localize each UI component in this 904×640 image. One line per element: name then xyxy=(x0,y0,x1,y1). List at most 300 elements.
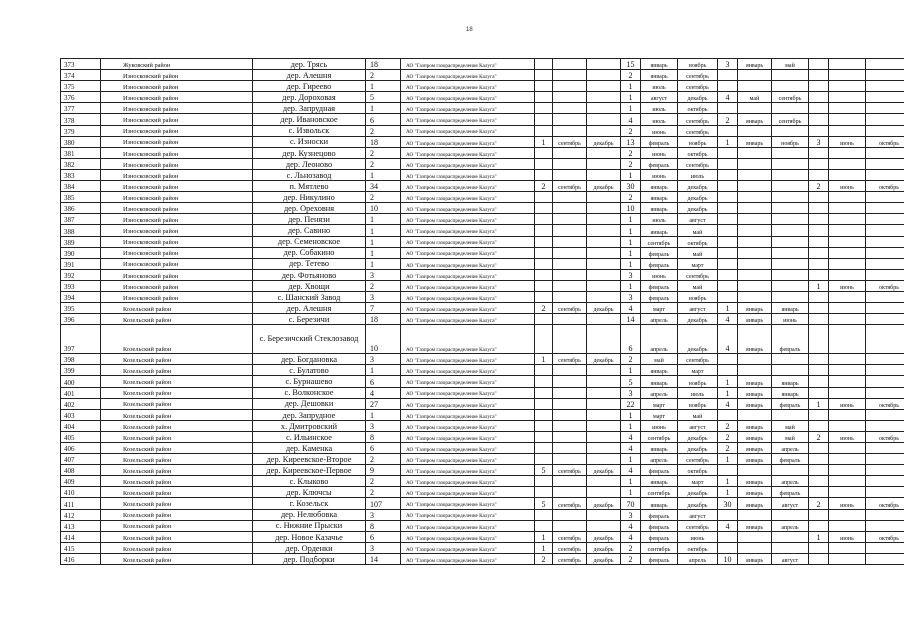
period4-end-month xyxy=(866,269,904,280)
period2-start-month: март xyxy=(641,409,678,420)
period2-end-month: октябрь xyxy=(678,103,718,114)
period4-quantity xyxy=(809,269,829,280)
period1-quantity xyxy=(535,147,553,158)
period4-quantity xyxy=(809,509,829,520)
count-cell: 3 xyxy=(366,509,401,520)
period3-start-month xyxy=(738,70,772,81)
period3-start-month xyxy=(738,531,772,542)
period3-start-month: январь xyxy=(738,325,772,354)
period4-start-month xyxy=(829,387,866,398)
period4-end-month xyxy=(866,365,904,376)
count-cell: 6 xyxy=(366,376,401,387)
period1-end-month xyxy=(587,398,621,409)
period3-quantity: 4 xyxy=(718,398,738,409)
period2-quantity: 4 xyxy=(621,114,641,125)
period4-start-month xyxy=(829,291,866,302)
period2-end-month: июль xyxy=(678,387,718,398)
count-cell: 18 xyxy=(366,314,401,325)
period3-quantity: 2 xyxy=(718,420,738,431)
period4-start-month xyxy=(829,465,866,476)
period3-quantity xyxy=(718,258,738,269)
period1-end-month xyxy=(587,192,621,203)
period1-start-month xyxy=(553,192,587,203)
period2-start-month: январь xyxy=(641,70,678,81)
row-number: 415 xyxy=(61,542,101,553)
period3-end-month xyxy=(772,192,809,203)
district-cell: Козельский район xyxy=(101,520,253,531)
period2-end-month: декабрь xyxy=(678,92,718,103)
district-cell: Козельский район xyxy=(101,542,253,553)
period1-end-month: декабрь xyxy=(587,542,621,553)
organization-cell: АО "Газпром газораспределение Калуга" xyxy=(401,553,535,564)
period4-end-month xyxy=(866,520,904,531)
period1-quantity xyxy=(535,487,553,498)
count-cell: 1 xyxy=(366,225,401,236)
period1-start-month: сентябрь xyxy=(553,542,587,553)
period1-quantity xyxy=(535,59,553,70)
period3-end-month xyxy=(772,409,809,420)
period4-start-month xyxy=(829,92,866,103)
count-cell: 2 xyxy=(366,476,401,487)
district-cell: Козельский район xyxy=(101,487,253,498)
period3-quantity: 1 xyxy=(718,487,738,498)
period1-quantity xyxy=(535,125,553,136)
period4-start-month xyxy=(829,258,866,269)
period4-start-month: июнь xyxy=(829,431,866,442)
period4-quantity xyxy=(809,443,829,454)
period4-quantity xyxy=(809,520,829,531)
period1-end-month: декабрь xyxy=(587,303,621,314)
period2-quantity: 6 xyxy=(621,325,641,354)
period4-end-month xyxy=(866,225,904,236)
organization-cell: АО "Газпром газораспределение Калуга" xyxy=(401,314,535,325)
period4-start-month xyxy=(829,158,866,169)
period3-quantity: 1 xyxy=(718,303,738,314)
period2-start-month: сентябрь xyxy=(641,431,678,442)
period3-quantity xyxy=(718,236,738,247)
organization-cell: АО "Газпром газораспределение Калуга" xyxy=(401,169,535,180)
period3-start-month: январь xyxy=(738,420,772,431)
period3-start-month: январь xyxy=(738,520,772,531)
period2-end-month: ноябрь xyxy=(678,136,718,147)
period1-end-month xyxy=(587,280,621,291)
count-cell: 34 xyxy=(366,181,401,192)
period3-end-month xyxy=(772,103,809,114)
period1-quantity xyxy=(535,314,553,325)
period3-start-month: январь xyxy=(738,376,772,387)
period4-quantity xyxy=(809,169,829,180)
period3-start-month xyxy=(738,192,772,203)
period2-quantity: 1 xyxy=(621,420,641,431)
period4-end-month xyxy=(866,553,904,564)
table-row xyxy=(61,454,904,465)
settlement-cell: дер. Пенязи xyxy=(253,214,366,225)
period4-quantity: 2 xyxy=(809,181,829,192)
organization-cell: АО "Газпром газораспределение Калуга" xyxy=(401,325,535,354)
period4-quantity xyxy=(809,158,829,169)
period3-end-month xyxy=(772,280,809,291)
count-cell: 1 xyxy=(366,169,401,180)
period2-end-month: август xyxy=(678,420,718,431)
table-row xyxy=(61,443,904,454)
settlement-cell: с. Булатово xyxy=(253,365,366,376)
table-row xyxy=(61,247,904,258)
table-row xyxy=(61,59,904,70)
period2-start-month: июль xyxy=(641,81,678,92)
district-cell: Козельский район xyxy=(101,376,253,387)
organization-cell: АО "Газпром газораспределение Калуга" xyxy=(401,125,535,136)
organization-cell: АО "Газпром газораспределение Калуга" xyxy=(401,214,535,225)
period2-quantity: 15 xyxy=(621,59,641,70)
period4-quantity: 3 xyxy=(809,136,829,147)
period1-start-month xyxy=(553,258,587,269)
period2-start-month: февраль xyxy=(641,520,678,531)
period2-quantity: 3 xyxy=(621,291,641,302)
period2-end-month: июль xyxy=(678,169,718,180)
period2-end-month: сентябрь xyxy=(678,125,718,136)
period4-start-month xyxy=(829,314,866,325)
period4-start-month xyxy=(829,443,866,454)
settlement-cell: с. Шанский Завод xyxy=(253,291,366,302)
table-row xyxy=(61,158,904,169)
period4-end-month xyxy=(866,158,904,169)
period3-end-month: сентябрь xyxy=(772,92,809,103)
period3-end-month: май xyxy=(772,59,809,70)
count-cell: 3 xyxy=(366,291,401,302)
period2-start-month: февраль xyxy=(641,553,678,564)
table-row xyxy=(61,269,904,280)
period4-end-month xyxy=(866,103,904,114)
period4-quantity xyxy=(809,125,829,136)
period4-end-month: октябрь xyxy=(866,431,904,442)
period3-end-month: май xyxy=(772,420,809,431)
district-cell: Износковский район xyxy=(101,81,253,92)
period3-end-month xyxy=(772,258,809,269)
period4-start-month xyxy=(829,147,866,158)
period1-end-month xyxy=(587,59,621,70)
period1-end-month xyxy=(587,81,621,92)
district-cell: Козельский район xyxy=(101,354,253,365)
organization-cell: АО "Газпром газораспределение Калуга" xyxy=(401,114,535,125)
period1-end-month xyxy=(587,70,621,81)
table-row xyxy=(61,236,904,247)
period2-start-month: сентябрь xyxy=(641,236,678,247)
count-cell: 27 xyxy=(366,398,401,409)
period2-end-month: сентябрь xyxy=(678,354,718,365)
count-cell: 8 xyxy=(366,520,401,531)
period2-end-month: ноябрь xyxy=(678,291,718,302)
period3-end-month: январь xyxy=(772,303,809,314)
table-row xyxy=(61,181,904,192)
period1-end-month xyxy=(587,476,621,487)
settlement-cell: дер. Леоново xyxy=(253,158,366,169)
organization-cell: АО "Газпром газораспределение Калуга" xyxy=(401,103,535,114)
period1-end-month xyxy=(587,225,621,236)
table-row xyxy=(61,291,904,302)
period3-start-month xyxy=(738,158,772,169)
period4-quantity: 2 xyxy=(809,498,829,509)
period2-end-month: ноябрь xyxy=(678,398,718,409)
count-cell: 1 xyxy=(366,258,401,269)
period2-quantity: 4 xyxy=(621,443,641,454)
period4-end-month xyxy=(866,81,904,92)
period2-end-month: май xyxy=(678,247,718,258)
period3-quantity xyxy=(718,169,738,180)
period4-start-month xyxy=(829,114,866,125)
row-number: 404 xyxy=(61,420,101,431)
period1-start-month xyxy=(553,114,587,125)
period2-end-month: сентябрь xyxy=(678,158,718,169)
period4-quantity: 1 xyxy=(809,280,829,291)
period3-quantity xyxy=(718,147,738,158)
period3-start-month xyxy=(738,181,772,192)
organization-cell: АО "Газпром газораспределение Калуга" xyxy=(401,542,535,553)
settlement-cell: с. Ильинское xyxy=(253,431,366,442)
organization-cell: АО "Газпром газораспределение Калуга" xyxy=(401,520,535,531)
period3-end-month: август xyxy=(772,553,809,564)
settlement-cell: дер. Алешня xyxy=(253,303,366,314)
period3-quantity xyxy=(718,409,738,420)
organization-cell: АО "Газпром газораспределение Калуга" xyxy=(401,531,535,542)
district-cell: Козельский район xyxy=(101,365,253,376)
row-number: 388 xyxy=(61,225,101,236)
period3-end-month xyxy=(772,169,809,180)
period4-end-month xyxy=(866,443,904,454)
period3-end-month: июнь xyxy=(772,314,809,325)
period3-quantity xyxy=(718,509,738,520)
period3-end-month xyxy=(772,509,809,520)
settlement-cell: дер. Трясь xyxy=(253,59,366,70)
period4-start-month xyxy=(829,303,866,314)
period3-quantity xyxy=(718,81,738,92)
count-cell: 2 xyxy=(366,158,401,169)
period4-quantity xyxy=(809,465,829,476)
period2-end-month: апрель xyxy=(678,553,718,564)
period2-end-month: сентябрь xyxy=(678,114,718,125)
period3-quantity: 1 xyxy=(718,454,738,465)
count-cell: 7 xyxy=(366,303,401,314)
district-cell: Износковский район xyxy=(101,291,253,302)
period3-start-month: январь xyxy=(738,314,772,325)
row-number: 411 xyxy=(61,498,101,509)
district-cell: Износковский район xyxy=(101,214,253,225)
row-number: 402 xyxy=(61,398,101,409)
period4-quantity xyxy=(809,454,829,465)
period4-start-month xyxy=(829,520,866,531)
period4-quantity xyxy=(809,354,829,365)
count-cell: 4 xyxy=(366,387,401,398)
period3-quantity xyxy=(718,125,738,136)
period2-start-month: июнь xyxy=(641,169,678,180)
period3-end-month xyxy=(772,225,809,236)
period1-start-month: сентябрь xyxy=(553,553,587,564)
period2-quantity: 3 xyxy=(621,509,641,520)
period2-start-month: февраль xyxy=(641,509,678,520)
organization-cell: АО "Газпром газораспределение Калуга" xyxy=(401,192,535,203)
count-cell: 10 xyxy=(366,325,401,354)
period1-start-month xyxy=(553,103,587,114)
district-cell: Износковский район xyxy=(101,158,253,169)
row-number: 375 xyxy=(61,81,101,92)
period3-end-month xyxy=(772,531,809,542)
period3-quantity: 4 xyxy=(718,520,738,531)
period2-quantity: 2 xyxy=(621,542,641,553)
period2-start-month: июнь xyxy=(641,125,678,136)
period1-quantity xyxy=(535,158,553,169)
period1-quantity xyxy=(535,365,553,376)
period3-quantity xyxy=(718,280,738,291)
period3-quantity: 4 xyxy=(718,314,738,325)
count-cell: 1 xyxy=(366,81,401,92)
settlement-cell: с. Клыково xyxy=(253,476,366,487)
table-row xyxy=(61,103,904,114)
period3-end-month: январь xyxy=(772,376,809,387)
period3-quantity xyxy=(718,269,738,280)
period2-quantity: 1 xyxy=(621,409,641,420)
period4-quantity xyxy=(809,103,829,114)
period4-quantity xyxy=(809,387,829,398)
settlement-cell: дер. Запрудное xyxy=(253,409,366,420)
period4-quantity xyxy=(809,376,829,387)
period1-end-month xyxy=(587,509,621,520)
district-cell: Козельский район xyxy=(101,553,253,564)
district-cell: Козельский район xyxy=(101,398,253,409)
period1-quantity xyxy=(535,214,553,225)
period3-quantity: 2 xyxy=(718,431,738,442)
period4-end-month xyxy=(866,258,904,269)
period3-end-month xyxy=(772,214,809,225)
row-number: 373 xyxy=(61,59,101,70)
count-cell: 14 xyxy=(366,553,401,564)
period2-quantity: 1 xyxy=(621,81,641,92)
period4-start-month xyxy=(829,247,866,258)
period2-end-month: декабрь xyxy=(678,314,718,325)
period1-end-month xyxy=(587,125,621,136)
period3-end-month xyxy=(772,247,809,258)
organization-cell: АО "Газпром газораспределение Калуга" xyxy=(401,181,535,192)
period1-quantity xyxy=(535,114,553,125)
period2-start-month: май xyxy=(641,354,678,365)
table-row xyxy=(61,398,904,409)
period1-start-month xyxy=(553,509,587,520)
table-row xyxy=(61,465,904,476)
row-number: 410 xyxy=(61,487,101,498)
period3-start-month xyxy=(738,365,772,376)
period3-quantity: 1 xyxy=(718,376,738,387)
row-number: 405 xyxy=(61,431,101,442)
table-row xyxy=(61,303,904,314)
period2-quantity: 1 xyxy=(621,247,641,258)
period1-quantity xyxy=(535,376,553,387)
table-row xyxy=(61,387,904,398)
period2-end-month: май xyxy=(678,280,718,291)
period3-end-month: январь xyxy=(772,387,809,398)
period4-start-month xyxy=(829,225,866,236)
settlement-cell: дер. Нелюбовка xyxy=(253,509,366,520)
period3-end-month: февраль xyxy=(772,325,809,354)
period2-end-month: май xyxy=(678,225,718,236)
period3-end-month: февраль xyxy=(772,398,809,409)
period2-start-month: январь xyxy=(641,376,678,387)
period2-quantity: 1 xyxy=(621,258,641,269)
period3-end-month xyxy=(772,365,809,376)
period1-quantity: 5 xyxy=(535,498,553,509)
period4-end-month: октябрь xyxy=(866,136,904,147)
row-number: 384 xyxy=(61,181,101,192)
period3-start-month xyxy=(738,203,772,214)
period3-quantity xyxy=(718,203,738,214)
period3-end-month xyxy=(772,70,809,81)
period4-start-month xyxy=(829,81,866,92)
period1-quantity: 1 xyxy=(535,354,553,365)
period1-end-month xyxy=(587,387,621,398)
organization-cell: АО "Газпром газораспределение Калуга" xyxy=(401,258,535,269)
district-cell: Износковский район xyxy=(101,269,253,280)
period2-end-month: ноябрь xyxy=(678,376,718,387)
row-number: 412 xyxy=(61,509,101,520)
period1-quantity xyxy=(535,409,553,420)
period3-quantity: 4 xyxy=(718,325,738,354)
period4-start-month xyxy=(829,409,866,420)
organization-cell: АО "Газпром газораспределение Калуга" xyxy=(401,509,535,520)
organization-cell: АО "Газпром газораспределение Калуга" xyxy=(401,420,535,431)
district-cell: Износковский район xyxy=(101,192,253,203)
table-row xyxy=(61,81,904,92)
period1-quantity xyxy=(535,520,553,531)
row-number: 395 xyxy=(61,303,101,314)
period1-start-month xyxy=(553,420,587,431)
period4-start-month xyxy=(829,376,866,387)
period4-start-month xyxy=(829,325,866,354)
period4-quantity xyxy=(809,409,829,420)
period2-end-month: сентябрь xyxy=(678,269,718,280)
period3-start-month xyxy=(738,247,772,258)
organization-cell: АО "Газпром газораспределение Калуга" xyxy=(401,398,535,409)
count-cell: 6 xyxy=(366,443,401,454)
period3-end-month xyxy=(772,125,809,136)
period4-quantity xyxy=(809,147,829,158)
organization-cell: АО "Газпром газораспределение Калуга" xyxy=(401,81,535,92)
table-row xyxy=(61,125,904,136)
period3-start-month: январь xyxy=(738,431,772,442)
settlement-cell: дер. Алешня xyxy=(253,70,366,81)
period1-start-month: сентябрь xyxy=(553,498,587,509)
district-cell: Износковский район xyxy=(101,70,253,81)
period3-end-month xyxy=(772,291,809,302)
period4-end-month xyxy=(866,59,904,70)
district-cell: Износковский район xyxy=(101,147,253,158)
period4-end-month: октябрь xyxy=(866,280,904,291)
count-cell: 5 xyxy=(366,92,401,103)
period3-start-month: май xyxy=(738,92,772,103)
period2-start-month: июнь xyxy=(641,269,678,280)
period1-start-month: сентябрь xyxy=(553,303,587,314)
period3-start-month xyxy=(738,542,772,553)
period1-start-month xyxy=(553,376,587,387)
period3-quantity xyxy=(718,354,738,365)
period2-start-month: январь xyxy=(641,476,678,487)
period1-end-month xyxy=(587,203,621,214)
table-row xyxy=(61,169,904,180)
district-cell: Козельский район xyxy=(101,476,253,487)
period2-end-month: октябрь xyxy=(678,236,718,247)
period3-end-month: сентябрь xyxy=(772,114,809,125)
period3-quantity xyxy=(718,465,738,476)
period3-quantity xyxy=(718,181,738,192)
period2-quantity: 4 xyxy=(621,465,641,476)
table-row xyxy=(61,258,904,269)
period4-start-month: июнь xyxy=(829,398,866,409)
